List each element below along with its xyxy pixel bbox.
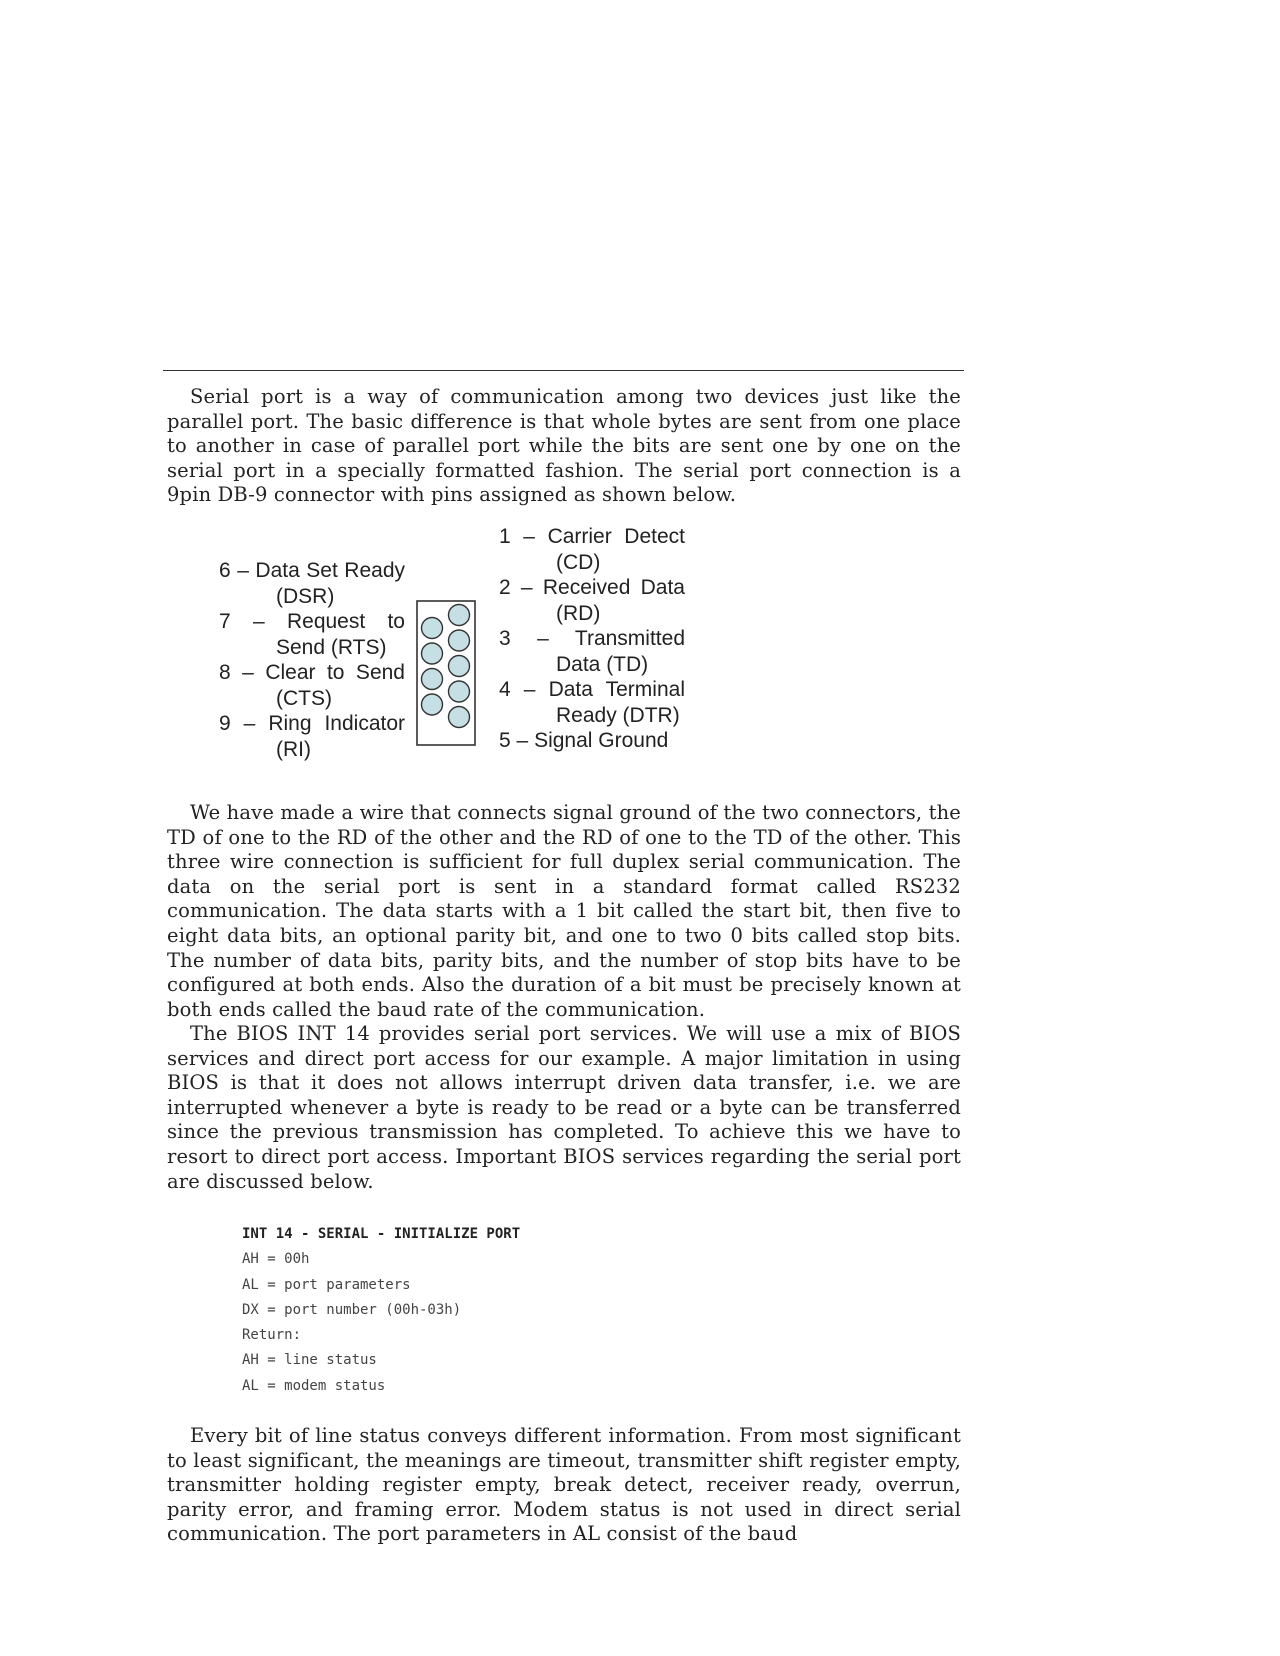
pin-name: Request to Send (RTS) bbox=[276, 610, 405, 659]
pin-label-4 bbox=[499, 677, 685, 728]
paragraph-wire: We have made a wire that connects signal ground of the two connectors, the TD of one to the RD of the other and the RD of one to the TD of the other. This three wire connection is sufficient for full duplex serial communication. The data on the serial port is sent in a standard format called RS232 communication. The data starts with a 1 bit called the start bit, then five to eight data bits, an optional parity bit, and one to two 0 bits called stop bits. The number of data bits, parity bits, and the number of stop bits have to be configured at both ends. Also the duration of a bit must be precisely known at both ends called the baud rate of the communication. bbox=[167, 801, 961, 1021]
pin-number: 2 bbox=[499, 576, 511, 599]
pin-separator: – bbox=[516, 729, 529, 752]
pin-separator: – bbox=[523, 525, 535, 548]
pin-name: Carrier Detect (CD) bbox=[547, 525, 686, 574]
pin-6-circle bbox=[422, 618, 443, 639]
pin-label-9 bbox=[219, 711, 405, 762]
pin-name: Data Terminal Ready (DTR) bbox=[548, 678, 685, 727]
pin-label-8 bbox=[219, 660, 405, 711]
pin-1-circle bbox=[449, 605, 470, 626]
pin-label-1 bbox=[499, 524, 685, 575]
paragraph-intro: Serial port is a way of communication among two devices just like the parallel port. The basic difference is that whole bytes are sent from one place to another in case of parallel port while the bits are sent one by one on the serial port in a specially formatted fashion. The serial port connection is a 9pin DB-9 connector with pins assigned as shown below. bbox=[167, 385, 961, 507]
code-line: AH = 00h bbox=[242, 1251, 310, 1268]
pin-separator: – bbox=[237, 559, 249, 582]
code-line: AL = modem status bbox=[242, 1377, 386, 1394]
pin-number: 3 bbox=[499, 627, 511, 650]
code-line: AL = port parameters bbox=[242, 1276, 411, 1293]
code-title: INT 14 - SERIAL - INITIALIZE PORT bbox=[242, 1226, 521, 1242]
pin-number: 8 bbox=[219, 661, 231, 684]
code-line: DX = port number (00h-03h) bbox=[242, 1301, 462, 1318]
code-line: Return: bbox=[242, 1327, 302, 1344]
pin-number: 6 bbox=[219, 559, 231, 582]
pin-name: Ring Indicator (RI) bbox=[268, 712, 406, 761]
pin-4-circle bbox=[449, 681, 470, 702]
pin-3-circle bbox=[449, 656, 470, 677]
pin-separator: – bbox=[242, 661, 254, 684]
pin-label-2 bbox=[499, 575, 685, 626]
db9-connector-diagram bbox=[416, 600, 476, 746]
pin-8-circle bbox=[422, 669, 443, 690]
pin-label-5 bbox=[499, 728, 685, 754]
code-listing bbox=[242, 1222, 520, 1399]
pin-7-circle bbox=[422, 643, 443, 664]
pin-number: 7 bbox=[219, 610, 231, 633]
pin-label-6 bbox=[219, 558, 405, 609]
pin-separator: – bbox=[243, 712, 256, 735]
code-line: AH = line status bbox=[242, 1352, 377, 1369]
pin-name: Signal Ground bbox=[534, 729, 669, 752]
pin-number: 4 bbox=[499, 678, 511, 701]
pin-separator: – bbox=[537, 627, 549, 650]
pin-2-circle bbox=[449, 630, 470, 651]
paragraph-line-status: Every bit of line status conveys different information. From most significant to least significant, the meanings are timeout, transmitter shift register empty, transmitter holding register empty, break detect, receiver ready, overrun, parity error, and framing error. Modem status is not used in direct serial communication. The port parameters in AL consist of the baud bbox=[167, 1424, 961, 1546]
pin-name: Data Set Ready (DSR) bbox=[255, 559, 405, 608]
pin-number: 1 bbox=[499, 525, 511, 548]
pin-name: Received Data (RD) bbox=[542, 576, 685, 625]
pin-separator: – bbox=[520, 576, 533, 599]
pin-number: 5 bbox=[499, 729, 511, 752]
header-rule bbox=[163, 370, 964, 371]
pin-separator: – bbox=[523, 678, 536, 701]
pin-5-circle bbox=[449, 707, 470, 728]
paragraph-bios: The BIOS INT 14 provides serial port services. We will use a mix of BIOS services and direct port access for our example. A major limitation in using BIOS is that it does not allows interrupt driven data transfer, i.e. we are interrupted whenever a byte is ready to be read or a byte can be transferred since the previous transmission has completed. To achieve this we have to resort to direct port access. Important BIOS services regarding the serial port are discussed below. bbox=[167, 1022, 961, 1193]
pin-9-circle bbox=[422, 694, 443, 715]
pin-label-3 bbox=[499, 626, 685, 677]
right-pin-labels bbox=[499, 524, 685, 754]
left-pin-labels bbox=[219, 558, 405, 762]
pin-number: 9 bbox=[219, 712, 231, 735]
pin-separator: – bbox=[252, 610, 265, 633]
pin-label-7 bbox=[219, 609, 405, 660]
pin-name: Clear to Send (CTS) bbox=[265, 661, 405, 710]
pin-name: Transmitted Data (TD) bbox=[556, 627, 685, 676]
